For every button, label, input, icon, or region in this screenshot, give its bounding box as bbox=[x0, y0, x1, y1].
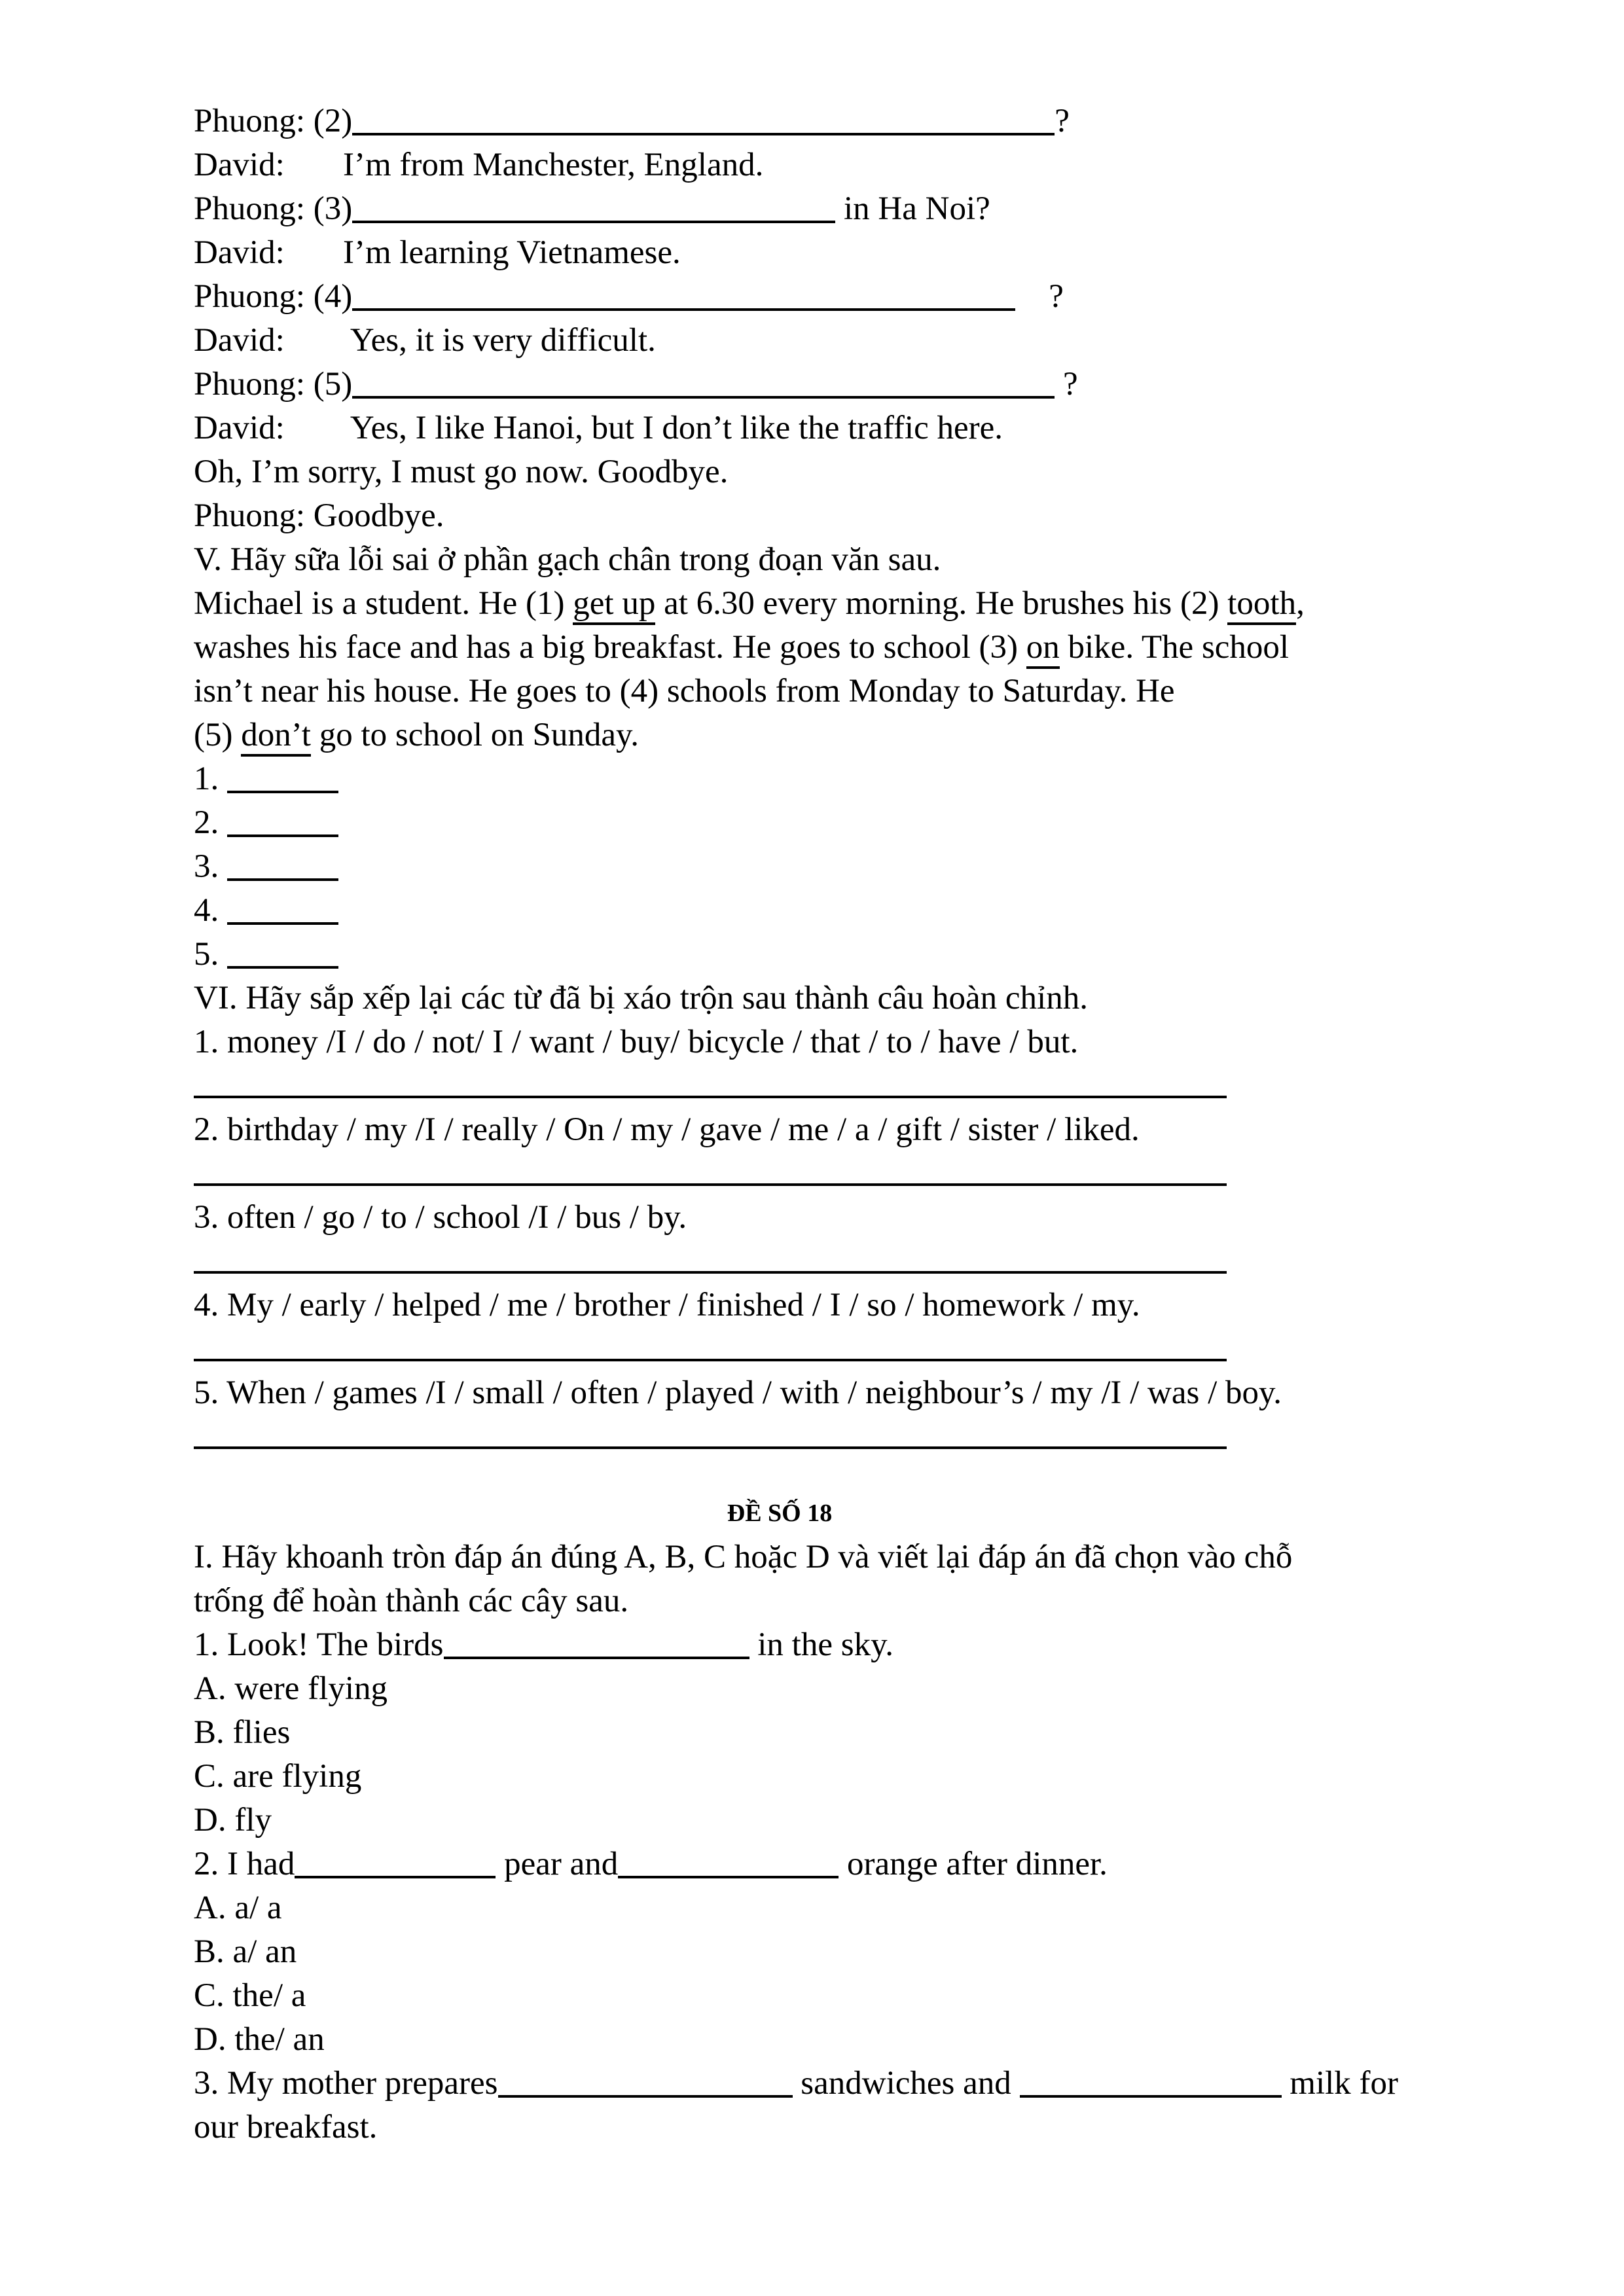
text: Michael is a student. He (1) bbox=[194, 585, 573, 622]
answer-blank[interactable] bbox=[352, 190, 835, 223]
reply-text: Yes, it is very difficult. bbox=[343, 322, 656, 359]
option[interactable]: A. were flying bbox=[194, 1670, 388, 1707]
speaker: Phuong: bbox=[194, 190, 306, 227]
scrambled-item: 3. often / go / to / school /I / bus / by. bbox=[194, 1199, 687, 1236]
worksheet-page bbox=[194, 99, 1490, 2149]
option[interactable]: C. the/ a bbox=[194, 1977, 306, 2014]
scrambled-item: 4. My / early / helped / me / brother / finished / I / so / homework / my. bbox=[194, 1287, 1140, 1323]
option[interactable]: D. the/ an bbox=[194, 2021, 325, 2058]
section-6-title: VI. Hãy sắp xếp lại các từ đã bị xáo trộn sau thành câu hoàn chỉnh. bbox=[194, 980, 1088, 1016]
dialogue-line bbox=[194, 99, 1490, 143]
answer-item bbox=[194, 845, 1490, 889]
speaker: David: bbox=[194, 147, 285, 183]
dialogue-line bbox=[194, 231, 1490, 275]
dialogue-line bbox=[194, 143, 1490, 187]
question-text: 1. Look! The birds bbox=[194, 1626, 444, 1663]
speaker: David: bbox=[194, 234, 285, 271]
answer-number: 3. bbox=[194, 848, 219, 885]
answer-item bbox=[194, 933, 1490, 977]
speaker: Phuong: bbox=[194, 366, 306, 403]
speaker: Phuong: bbox=[194, 103, 306, 139]
question-3-continued: our breakfast. bbox=[194, 2109, 378, 2145]
answer-blank[interactable] bbox=[352, 278, 1015, 311]
answer-blank[interactable] bbox=[227, 761, 338, 793]
option[interactable]: B. flies bbox=[194, 1714, 291, 1751]
answer-blank[interactable] bbox=[352, 366, 1055, 399]
underlined-error-2: tooth bbox=[1227, 585, 1296, 625]
punctuation: ? bbox=[1055, 366, 1078, 403]
reply-text: I’m from Manchester, England. bbox=[343, 147, 764, 183]
text: (5) bbox=[194, 717, 242, 753]
answer-blank[interactable] bbox=[227, 936, 338, 969]
paragraph-line bbox=[194, 626, 1490, 670]
section-5-title: V. Hãy sữa lỗi sai ở phần gạch chân trong đoạn văn sau. bbox=[194, 541, 941, 578]
item-number: (5) bbox=[313, 366, 353, 403]
option[interactable]: A. a/ a bbox=[194, 1890, 282, 1926]
speaker: David: bbox=[194, 322, 285, 359]
speaker: Phuong: bbox=[194, 278, 306, 315]
dialogue-line bbox=[194, 319, 1490, 363]
answer-number: 4. bbox=[194, 892, 219, 929]
text: washes his face and has a big breakfast. He goes to school (3) bbox=[194, 629, 1026, 666]
scrambled-item: 2. birthday / my /I / really / On / my / gave / me / a / gift / sister / liked. bbox=[194, 1111, 1140, 1148]
question-tail: in Ha Noi? bbox=[835, 190, 990, 227]
answer-blank[interactable] bbox=[352, 103, 1055, 135]
answer-line[interactable] bbox=[194, 1183, 1227, 1186]
answer-line[interactable] bbox=[194, 1359, 1227, 1361]
text: bike. The school bbox=[1059, 629, 1290, 666]
answer-line[interactable] bbox=[194, 1271, 1227, 1274]
item-number: (2) bbox=[313, 103, 353, 139]
answer-number: 5. bbox=[194, 936, 219, 973]
reply-text: I’m learning Vietnamese. bbox=[343, 234, 681, 271]
option[interactable]: D. fly bbox=[194, 1802, 272, 1839]
answer-line[interactable] bbox=[194, 1096, 1227, 1098]
answer-blank[interactable] bbox=[227, 892, 338, 925]
answer-item bbox=[194, 889, 1490, 933]
text: at 6.30 every morning. He brushes his (2) bbox=[655, 585, 1228, 622]
option[interactable]: C. are flying bbox=[194, 1758, 362, 1795]
paragraph-line: isn’t near his house. He goes to (4) schools from Monday to Saturday. He bbox=[194, 673, 1175, 709]
punctuation: ? bbox=[1055, 103, 1070, 139]
answer-item bbox=[194, 757, 1490, 801]
closing-line: Oh, I’m sorry, I must go now. Goodbye. bbox=[194, 454, 729, 490]
answer-blank[interactable] bbox=[227, 804, 338, 837]
paragraph-line bbox=[194, 713, 1490, 757]
question-3 bbox=[194, 2062, 1490, 2106]
instruction-line: I. Hãy khoanh tròn đáp án đúng A, B, C hoặc D và viết lại đáp án đã chọn vào chỗ bbox=[194, 1539, 1293, 1575]
paragraph-line bbox=[194, 582, 1490, 626]
question-text: 3. My mother prepares bbox=[194, 2065, 498, 2102]
underlined-error-3: on bbox=[1026, 629, 1060, 669]
question-text: 2. I had bbox=[194, 1846, 295, 1882]
underlined-error-1: get up bbox=[573, 585, 655, 625]
answer-blank[interactable] bbox=[618, 1846, 839, 1878]
item-number: (3) bbox=[313, 190, 353, 227]
closing-line: Phuong: Goodbye. bbox=[194, 497, 444, 534]
question-text: orange after dinner. bbox=[839, 1846, 1108, 1882]
item-number: (4) bbox=[313, 278, 353, 315]
dialogue-line bbox=[194, 406, 1490, 450]
question-text: pear and bbox=[496, 1846, 619, 1882]
question-text: milk for bbox=[1281, 2065, 1399, 2102]
answer-item bbox=[194, 801, 1490, 845]
question-text: sandwiches and bbox=[792, 2065, 1020, 2102]
answer-line[interactable] bbox=[194, 1446, 1227, 1449]
dialogue-line bbox=[194, 363, 1490, 406]
instruction-line: trống để hoàn thành các cây sau. bbox=[194, 1583, 629, 1619]
reply-text: Yes, I like Hanoi, but I don’t like the traffic here. bbox=[343, 410, 1003, 446]
underlined-error-5: don’t bbox=[241, 717, 311, 757]
answer-number: 1. bbox=[194, 761, 219, 797]
question-text: in the sky. bbox=[749, 1626, 894, 1663]
answer-blank[interactable] bbox=[444, 1626, 749, 1659]
dialogue-line bbox=[194, 275, 1490, 319]
answer-number: 2. bbox=[194, 804, 219, 841]
question-2 bbox=[194, 1842, 1490, 1886]
answer-blank[interactable] bbox=[498, 2065, 793, 2098]
answer-blank[interactable] bbox=[1020, 2065, 1282, 2098]
punctuation: ? bbox=[1015, 278, 1064, 315]
text: , bbox=[1296, 585, 1305, 622]
dialogue-line bbox=[194, 187, 1490, 231]
exam-heading: ĐỀ SỐ 18 bbox=[727, 1499, 833, 1527]
text: go to school on Sunday. bbox=[310, 717, 639, 753]
option[interactable]: B. a/ an bbox=[194, 1933, 297, 1970]
question-1 bbox=[194, 1623, 1490, 1667]
scrambled-item: 1. money /I / do / not/ I / want / buy/ bicycle / that / to / have / but. bbox=[194, 1024, 1079, 1060]
speaker: David: bbox=[194, 410, 285, 446]
answer-blank[interactable] bbox=[227, 848, 338, 881]
answer-blank[interactable] bbox=[295, 1846, 496, 1878]
scrambled-item: 5. When / games /I / small / often / played / with / neighbour’s / my /I / was / boy. bbox=[194, 1374, 1282, 1411]
